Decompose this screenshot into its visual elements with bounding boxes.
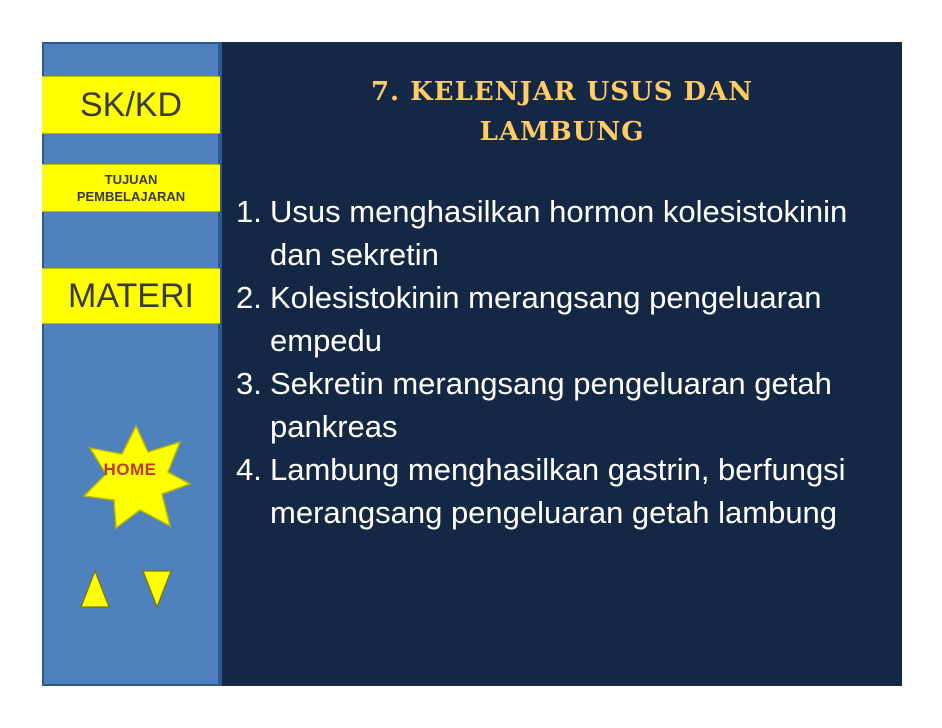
content-list (236, 190, 896, 534)
slide-title (222, 72, 902, 152)
nav-skkd-label: SK/KD (79, 85, 183, 124)
slide-title-line1: 7. KELENJAR USUS DAN (370, 77, 754, 107)
nav-tujuan-label-line2: PEMBELAJARAN (76, 189, 186, 204)
list-item-text: Kolesistokinin merangsang pengeluaran empedu (270, 280, 822, 358)
nav-tujuan-label-line1: TUJUAN (104, 172, 158, 187)
list-item-text: Lambung menghasilkan gastrin, berfungsi merangsang pengeluaran getah lambung (270, 452, 846, 530)
list-item-number: 2. (236, 280, 262, 315)
nav-skkd-button[interactable] (42, 76, 220, 134)
triangle-up-icon (80, 570, 110, 608)
slide (42, 42, 902, 686)
nav-materi-button[interactable] (42, 268, 220, 324)
list-item (236, 276, 896, 362)
slide-title-line2: LAMBUNG (479, 117, 645, 147)
content-panel (222, 42, 902, 686)
list-item-number: 3. (236, 366, 262, 401)
home-label: HOME (103, 460, 157, 479)
list-item (236, 362, 896, 448)
list-item-text: Sekretin merangsang pengeluaran getah pankreas (270, 366, 832, 444)
previous-slide-button[interactable] (80, 570, 110, 608)
list-item (236, 190, 896, 276)
list-item-number: 4. (236, 452, 262, 487)
list-item (236, 448, 896, 534)
list-item-number: 1. (236, 194, 262, 229)
home-button[interactable] (80, 424, 192, 530)
list-item-text: Usus menghasilkan hormon kolesistokinin dan sekretin (270, 194, 848, 272)
nav-tujuan-pembelajaran-button[interactable] (42, 164, 220, 212)
triangle-down-icon (142, 570, 172, 608)
next-slide-button[interactable] (142, 570, 172, 608)
sidebar (42, 42, 222, 686)
nav-materi-label: MATERI (68, 276, 194, 315)
